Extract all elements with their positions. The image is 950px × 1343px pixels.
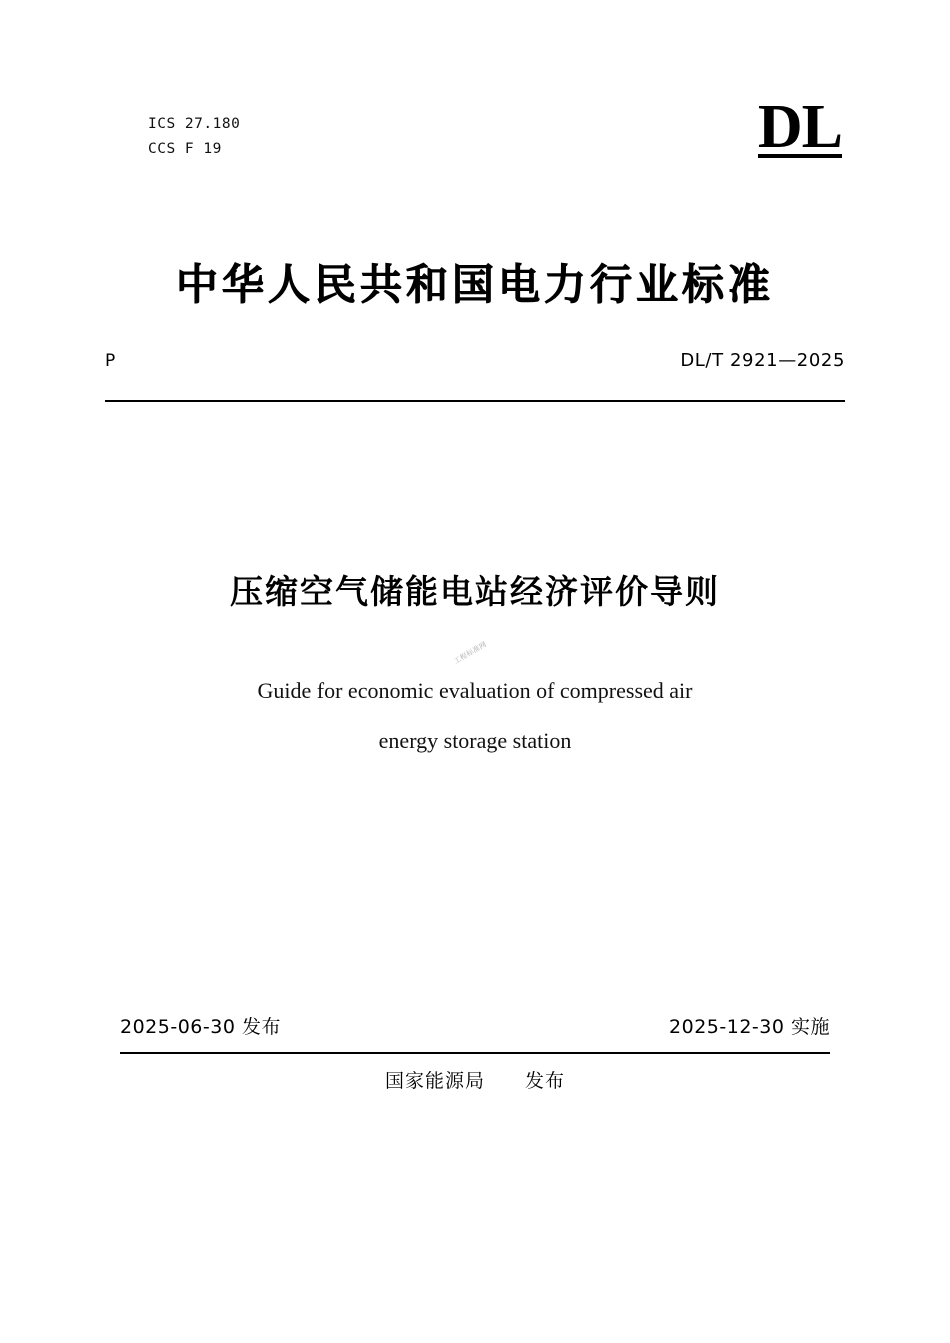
standard-code-row <box>105 350 845 371</box>
issuer-line <box>0 1066 950 1093</box>
issue-date: 2025-06-30 发布 <box>120 1016 281 1038</box>
dl-logo-text: DL <box>757 93 842 161</box>
english-title-line1: Guide for economic evaluation of compressed air <box>257 678 693 703</box>
dl-logo <box>757 93 842 161</box>
page-title: 压缩空气储能电站经济评价导则 <box>230 572 720 611</box>
authority-title: 中华人民共和国电力行业标准 <box>175 260 774 309</box>
english-title <box>160 666 790 765</box>
ics-code: ICS 27.180 <box>148 116 241 132</box>
top-divider <box>105 400 845 402</box>
ccs-code: CCS F 19 <box>148 141 222 158</box>
bottom-divider <box>120 1052 830 1054</box>
watermark-text: 工程标准网 <box>452 641 489 666</box>
effective-date: 2025-12-30 实施 <box>669 1016 830 1038</box>
dates-row <box>120 1012 830 1039</box>
category-letter: P <box>105 351 117 371</box>
issuer-name: 国家能源局 <box>384 1070 485 1092</box>
issuer-action: 发布 <box>525 1070 566 1092</box>
standard-number: DL/T 2921—2025 <box>680 350 845 371</box>
classification-codes <box>148 112 240 163</box>
english-title-line2: energy storage station <box>378 727 572 753</box>
